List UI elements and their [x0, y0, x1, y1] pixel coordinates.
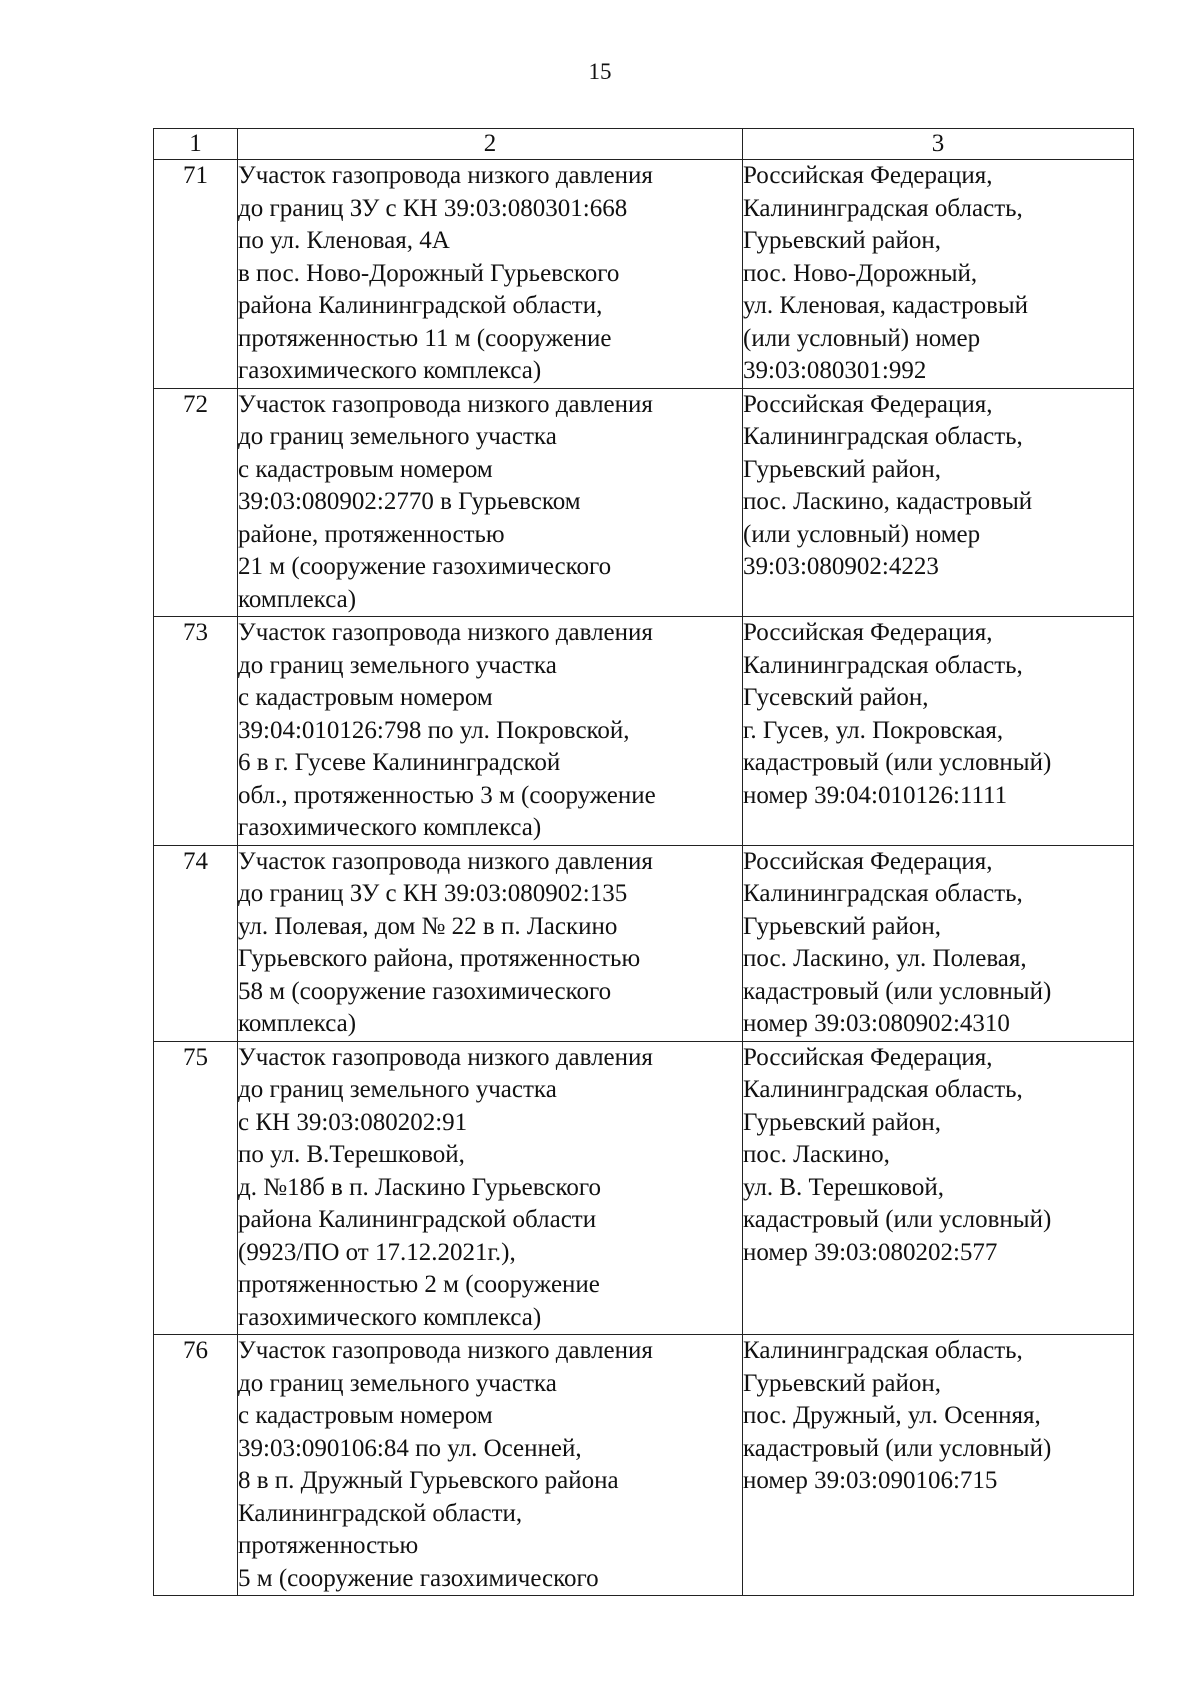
address-line: Гурьевский район,: [743, 227, 942, 254]
description-line: 6 в г. Гусеве Калининградской: [238, 749, 561, 776]
address-line: (или условный) номер: [743, 520, 981, 548]
object-description: [238, 160, 743, 389]
address-line: Российская Федерация,: [743, 619, 993, 646]
description-line: до границ земельного участка: [238, 423, 557, 450]
column-header-number: 1: [154, 129, 238, 160]
address-line: кадастровый (или условный): [743, 749, 1052, 776]
table-row: [154, 388, 1134, 617]
description-line: Участок газопровода низкого давления: [238, 162, 653, 189]
description-line: 58 м (сооружение газохимического: [238, 977, 612, 1005]
object-description: [238, 617, 743, 846]
description-line: 39:03:080902:2770 в Гурьевском: [238, 488, 581, 515]
address-line: Гурьевский район,: [743, 1108, 942, 1136]
address-line: ул. В. Терешковой,: [743, 1173, 944, 1201]
address-line: Гурьевский район,: [743, 1369, 942, 1397]
table-row: [154, 845, 1134, 1041]
row-number: 76: [154, 1335, 238, 1596]
description-line: Участок газопровода низкого давления: [238, 390, 653, 418]
address-line: Гурьевский район,: [743, 912, 942, 940]
description-line: района Калининградской области,: [238, 292, 603, 319]
address-line: (или условный) номер: [743, 324, 981, 352]
row-number: 72: [154, 388, 238, 617]
address-line: номер 39:03:080202:577: [743, 1238, 998, 1266]
address-line: Калининградская область,: [743, 651, 1023, 679]
table-header-row: [154, 129, 1134, 160]
address-line: номер 39:03:090106:715: [743, 1467, 998, 1494]
address-line: кадастровый (или условный): [743, 977, 1052, 1005]
description-line: протяженностью 11 м (сооружение: [238, 324, 612, 352]
address-line: Российская Федерация,: [743, 847, 993, 875]
description-line: комплекса): [238, 1010, 357, 1037]
description-line: до границ земельного участка: [238, 1076, 557, 1103]
description-line: 21 м (сооружение газохимического: [238, 553, 612, 580]
address-line: Гусевский район,: [743, 684, 929, 711]
description-line: с кадастровым номером: [238, 1402, 493, 1429]
description-line: с КН 39:03:080202:91: [238, 1108, 468, 1136]
description-line: (9923/ПО от 17.12.2021г.),: [238, 1238, 516, 1266]
address-line: Калининградская область,: [743, 423, 1023, 450]
table-row: [154, 617, 1134, 846]
object-description: [238, 1335, 743, 1596]
object-address: [743, 617, 1134, 846]
table-row: [154, 1041, 1134, 1335]
address-line: Российская Федерация,: [743, 1043, 993, 1071]
address-line: пос. Ласкино, ул. Полевая,: [743, 945, 1027, 972]
object-address: [743, 1041, 1134, 1335]
description-line: по ул. В.Терешковой,: [238, 1141, 465, 1168]
address-line: 39:03:080301:992: [743, 357, 927, 384]
description-line: до границ земельного участка: [238, 1369, 557, 1397]
column-header-description: 2: [238, 129, 743, 160]
description-line: районе, протяженностью: [238, 520, 505, 548]
description-line: Гурьевского района, протяженностью: [238, 945, 641, 972]
address-line: пос. Ново-Дорожный,: [743, 259, 978, 287]
description-line: до границ ЗУ с КН 39:03:080902:135: [238, 880, 628, 907]
register-table: [153, 128, 1134, 1596]
description-line: комплекса): [238, 585, 357, 613]
object-address: [743, 160, 1134, 389]
description-line: Участок газопровода низкого давления: [238, 619, 653, 646]
description-line: по ул. Кленовая, 4А: [238, 227, 450, 254]
address-line: кадастровый (или условный): [743, 1206, 1052, 1233]
address-line: Гурьевский район,: [743, 455, 942, 483]
description-line: Участок газопровода низкого давления: [238, 1043, 653, 1071]
description-line: района Калининградской области: [238, 1206, 597, 1233]
address-line: кадастровый (или условный): [743, 1434, 1052, 1462]
address-line: пос. Дружный, ул. Осенняя,: [743, 1402, 1041, 1429]
description-line: газохимического комплекса): [238, 814, 542, 841]
table-row: [154, 1335, 1134, 1596]
description-line: обл., протяженностью 3 м (сооружение: [238, 781, 656, 809]
table-row: [154, 160, 1134, 389]
description-line: с кадастровым номером: [238, 684, 493, 711]
description-line: протяженностью: [238, 1532, 419, 1559]
description-line: протяженностью 2 м (сооружение: [238, 1271, 600, 1298]
object-address: [743, 1335, 1134, 1596]
address-line: Калининградская область,: [743, 880, 1023, 907]
address-line: ул. Кленовая, кадастровый: [743, 292, 1029, 319]
object-address: [743, 845, 1134, 1041]
description-line: 39:03:090106:84 по ул. Осенней,: [238, 1434, 582, 1462]
address-line: номер 39:04:010126:1111: [743, 781, 1008, 809]
address-line: пос. Ласкино, кадастровый: [743, 488, 1033, 515]
description-line: 8 в п. Дружный Гурьевского района: [238, 1467, 619, 1494]
description-line: Участок газопровода низкого давления: [238, 1337, 653, 1364]
description-line: газохимического комплекса): [238, 357, 542, 384]
address-line: Калининградская область,: [743, 1076, 1023, 1103]
address-line: Калининградская область,: [743, 194, 1023, 222]
address-line: Российская Федерация,: [743, 390, 993, 418]
address-line: номер 39:03:080902:4310: [743, 1010, 1010, 1037]
column-header-address: 3: [743, 129, 1134, 160]
row-number: 71: [154, 160, 238, 389]
description-line: до границ земельного участка: [238, 651, 557, 679]
address-line: Российская Федерация,: [743, 162, 993, 189]
address-line: 39:03:080902:4223: [743, 553, 939, 580]
description-line: Участок газопровода низкого давления: [238, 847, 653, 875]
description-line: 5 м (сооружение газохимического: [238, 1564, 599, 1592]
row-number: 73: [154, 617, 238, 846]
description-line: в пос. Ново-Дорожный Гурьевского: [238, 259, 620, 287]
object-description: [238, 1041, 743, 1335]
description-line: до границ ЗУ с КН 39:03:080301:668: [238, 194, 628, 222]
description-line: д. №18б в п. Ласкино Гурьевского: [238, 1173, 602, 1201]
description-line: с кадастровым номером: [238, 455, 493, 483]
address-line: Калининградская область,: [743, 1337, 1023, 1364]
object-description: [238, 845, 743, 1041]
address-line: г. Гусев, ул. Покровская,: [743, 716, 1004, 744]
table-body: [154, 160, 1134, 1596]
description-line: 39:04:010126:798 по ул. Покровской,: [238, 716, 630, 744]
description-line: газохимического комплекса): [238, 1303, 542, 1331]
object-description: [238, 388, 743, 617]
row-number: 75: [154, 1041, 238, 1335]
address-line: пос. Ласкино,: [743, 1141, 890, 1168]
description-line: Калининградской области,: [238, 1499, 523, 1527]
description-line: ул. Полевая, дом № 22 в п. Ласкино: [238, 912, 618, 940]
row-number: 74: [154, 845, 238, 1041]
object-address: [743, 388, 1134, 617]
page-number: 15: [588, 59, 612, 84]
